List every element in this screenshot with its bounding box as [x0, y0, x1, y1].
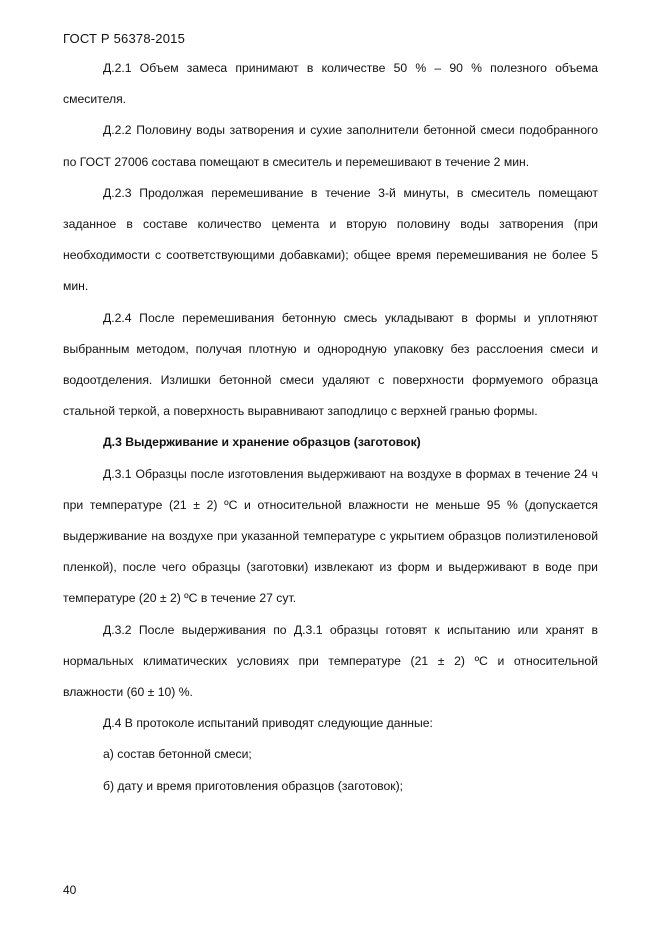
paragraph-d2-1: Д.2.1 Объем замеса принимают в количестве 50 % – 90 % полезного объема смесителя. [63, 61, 598, 107]
paragraph-d3-2: Д.3.2 После выдерживания по Д.3.1 образцы готовят к испытанию или хранят в нормальных климатических условиях при температуре (21 ± 2) ºС и относительной влажности (60 ± 10) %. [63, 622, 598, 700]
document-code: ГОСТ Р 56378-2015 [63, 31, 186, 46]
paragraph-d4: Д.4 В протоколе испытаний приводят следующие данные: [103, 716, 433, 731]
page-body [63, 53, 598, 802]
paragraph-d2-4: Д.2.4 После перемешивания бетонную смесь укладывают в формы и уплотняют выбранным методом, получая плотную и однородную упаковку без расслоения смеси и водоотделения. Излишки бетонной смеси удаляют с поверхности формуемого образца стальной теркой, а поверхность выравнивают заподлицо с верхней гранью формы. [63, 310, 598, 419]
page-number: 40 [63, 883, 77, 897]
paragraph-d3-1: Д.3.1 Образцы после изготовления выдерживают на воздухе в формах в течение 24 ч при температуре (21 ± 2) ºС и относительной влажности не меньше 95 % (допускается выдерживание на воздухе при указанной температуре с укрытием образцов полиэтиленовой пленкой), после чего образцы (заготовки) извлекают из форм и выдерживают в воде при температуре (20 ± 2) ºС в течение 27 сут. [63, 466, 598, 606]
paragraph-d2-2: Д.2.2 Половину воды затворения и сухие заполнители бетонной смеси подобранного по ГОСТ 27006 состава помещают в смеситель и перемешивают в течение 2 мин. [63, 123, 598, 169]
section-heading-d3: Д.3 Выдерживание и хранение образцов (заготовок) [103, 435, 421, 450]
list-item-a: а) состав бетонной смеси; [103, 747, 252, 762]
paragraph-d2-3: Д.2.3 Продолжая перемешивание в течение 3-й минуты, в смеситель помещают заданное в составе количество цемента и вторую половину воды затворения (при необходимости с соответствующими добавками); общее время перемешивания не более 5 мин. [63, 185, 598, 294]
list-item-b: б) дату и время приготовления образцов (заготовок); [103, 778, 404, 793]
